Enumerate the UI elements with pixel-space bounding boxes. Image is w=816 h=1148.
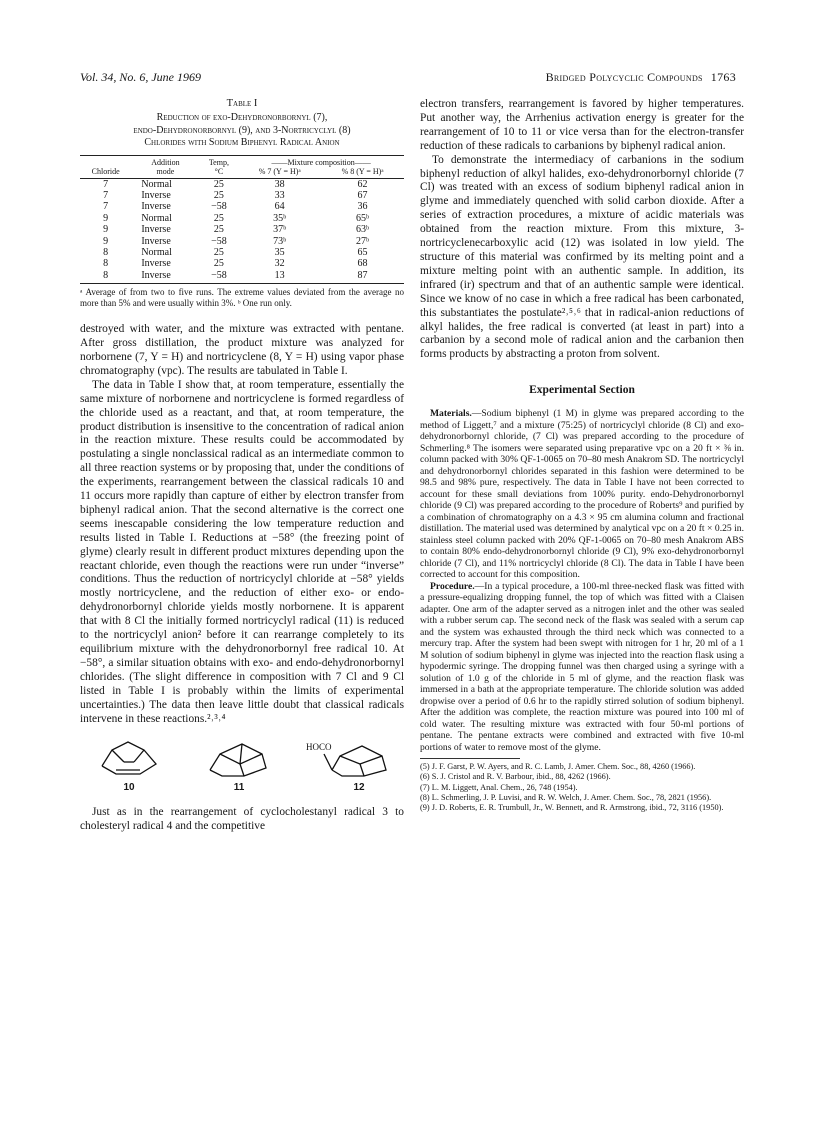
cell-mode: Inverse bbox=[141, 258, 171, 270]
cell-pct8: 27ᵇ bbox=[355, 235, 370, 247]
table-row bbox=[80, 190, 404, 201]
materials-text: —Sodium biphenyl (1 M) in glyme was prepared according to the method of Liggett,⁷ and a mixture (75:25) of nortricyclyl chloride (8 Cl) and exo-dehydronorbornyl chloride, (7 Cl) was prepared according to the procedure of Schmerling.⁸ The isomers were separated using preparative vpc on a 20 ft × ⅜ in. column packed with 30% QF-1-0065 on 70–80 mesh Anakrom SD. The nortricyclyl and dehydronorbornyl chlorides separated in this fashion were determined to be 98.5 and 98% pure, respectively. The data in Table I have not been corrected to account for these small deviations from 100% purity. endo-Dehydronorbornyl chloride (9 Cl) was prepared according to the procedure of Roberts⁹ and purified by a combination of chromatography on a 4.3 × 95 cm alumina column and fractional distillation. The material used was determined by analytical vpc on a 20 ft × 0.25 in. stainless steel column packed with 20% QF-1-0065 on 70–80 mesh Anakrom ABS to contain 80% endo-dehydronorbornyl chloride (9 Cl), 9% exo-dehydronorbornyl chloride (7 Cl), and 11% nortricyclyl chloride (8 Cl). The data in Table I have been corrected to account for this composition. bbox=[420, 408, 744, 581]
col-header-temp-1: Temp, bbox=[200, 155, 239, 167]
structure-10 bbox=[94, 736, 164, 798]
cell-chloride: 9 bbox=[103, 212, 109, 224]
procedure-text: —In a typical procedure, a 100-ml three-necked flask was fitted with a pressure-equalizing dropping funnel, the top of which was fitted with a Claisen adapter. One arm of the adapter served as a nitrogen inlet and the other was sealed with a rubber serum cap. The second neck of the flask was sealed with a serum cap and the system was exhausted through the third neck which was connected to a mercury trap. After the system had been swept with nitrogen for 1 hr, 20 ml of a 1 M solution of sodium biphenyl in glyme was injected into the reaction flask using a hypodermic syringe. The dropping funnel was then charged using a syringe with a solution of 1.0 g of the chloride in 5 ml of glyme, and the reaction flask was immersed in a bath at the appropriate temperature. The chloride solution was added dropwise over a period of 0.6 hr to the rapidly stirred solution of sodium biphenyl. After the addition was complete, the reaction mixture was poured into 100 ml of cold water. The resulting mixture was extracted with four 50-ml portions of pentane. The pentane extracts were combined and extracted with five 10-ml portions of water to remove most of the glyme. bbox=[420, 580, 744, 753]
procedure-label: Procedure. bbox=[430, 580, 475, 592]
dehydronorbornyl-radical-structure bbox=[94, 736, 164, 782]
right-column bbox=[420, 98, 744, 813]
col-group-label: Mixture composition bbox=[287, 157, 355, 167]
structure-label-11: 11 bbox=[233, 782, 245, 794]
cell-temp: 25 bbox=[213, 224, 224, 236]
table-row bbox=[80, 247, 404, 258]
cell-pct8: 63ᵇ bbox=[355, 224, 370, 236]
structure-label-12: 12 bbox=[353, 782, 365, 794]
reference-item: (7) L. M. Liggett, Anal. Chem., 26, 748 (1954). bbox=[420, 782, 578, 792]
nortricyclenecarboxylic-acid-structure bbox=[306, 736, 396, 782]
cell-pct7: 37ᵇ bbox=[273, 224, 287, 236]
table-row bbox=[80, 224, 404, 235]
footnote-divider bbox=[420, 758, 520, 759]
substituent-hoco: HOCO bbox=[306, 742, 332, 753]
cell-chloride: 8 bbox=[80, 270, 131, 284]
table-caption-line: Reduction of exo-Dehydronorbornyl (7), bbox=[156, 112, 328, 123]
cell-chloride: 8 bbox=[103, 258, 109, 270]
left-column bbox=[80, 98, 404, 834]
cell-mode: Inverse bbox=[141, 235, 171, 247]
structure-12 bbox=[306, 736, 396, 798]
cell-chloride: 7 bbox=[103, 178, 109, 190]
page-number: 1763 bbox=[710, 70, 736, 84]
table-body bbox=[80, 178, 404, 284]
cell-chloride: 8 bbox=[103, 246, 109, 258]
reference-item: (5) J. F. Garst, P. W. Ayers, and R. C. Lamb, J. Amer. Chem. Soc., 88, 4260 (1966). bbox=[420, 762, 696, 772]
cell-pct7: 64 bbox=[274, 201, 285, 213]
cell-chloride: 7 bbox=[103, 189, 109, 201]
cell-chloride: 7 bbox=[103, 201, 109, 213]
cell-pct8: 65ᵇ bbox=[355, 212, 370, 224]
cell-pct8: 87 bbox=[321, 270, 404, 284]
cell-pct7: 13 bbox=[238, 270, 321, 284]
cell-chloride: 9 bbox=[103, 224, 109, 236]
body-paragraph: electron transfers, rearrangement is favored by higher temperatures. Put another way, the Arrhenius activation energy is greater for the rearrangement of 10 to 11 or vice versa than for the electron-transfer reduction of these radicals to carbanions by biphenyl radical anion. bbox=[420, 98, 744, 152]
cell-mode: Inverse bbox=[141, 189, 171, 201]
table-footnote: ᵃ Average of from two to five runs. The extreme values deviated from the average no more than 5% and were usually within 3%. ᵇ One run only. bbox=[80, 287, 404, 309]
col-header-blank bbox=[80, 155, 131, 167]
table-row bbox=[80, 236, 404, 247]
cell-mode: Normal bbox=[141, 178, 172, 190]
cell-temp: −58 bbox=[211, 235, 227, 247]
structure-drawings bbox=[80, 736, 404, 800]
cell-pct8: 67 bbox=[357, 189, 368, 201]
table-caption-line: Chlorides with Sodium Biphenyl Radical Anion bbox=[144, 137, 340, 148]
cell-temp: −58 bbox=[200, 270, 239, 284]
cell-temp: 25 bbox=[213, 258, 224, 270]
cell-mode: Inverse bbox=[141, 201, 171, 213]
cell-pct7: 33 bbox=[274, 189, 285, 201]
table-row bbox=[80, 258, 404, 269]
cell-temp: 25 bbox=[213, 189, 224, 201]
cell-pct8: 68 bbox=[357, 258, 368, 270]
col-header-mode-2: mode bbox=[131, 167, 199, 179]
table-caption bbox=[80, 112, 404, 150]
cell-pct8: 62 bbox=[357, 178, 368, 190]
cell-temp: −58 bbox=[211, 201, 227, 213]
nortricyclyl-radical-structure bbox=[204, 736, 274, 782]
col-header-chloride: Chloride bbox=[80, 167, 131, 179]
cell-chloride: 9 bbox=[103, 235, 109, 247]
table-row bbox=[80, 201, 404, 212]
experimental-materials bbox=[420, 408, 744, 581]
structure-label-10: 10 bbox=[123, 782, 135, 794]
reference-item: (8) L. Schmerling, J. P. Luvisi, and R. W. Welch, J. Amer. Chem. Soc., 78, 2821 (1956). bbox=[420, 792, 712, 802]
cell-mode: Normal bbox=[141, 246, 172, 258]
running-header-title bbox=[546, 70, 736, 85]
cell-pct7: 35ᵇ bbox=[273, 212, 287, 224]
running-title: Bridged Polycyclic Compounds bbox=[545, 70, 703, 84]
experimental-procedure bbox=[420, 581, 744, 754]
table-title: Table I bbox=[226, 98, 258, 109]
cell-pct7: 38 bbox=[274, 178, 285, 190]
cell-temp: 25 bbox=[213, 212, 224, 224]
col-header-pct8: % 8 (Y = H)ᵃ bbox=[321, 167, 404, 179]
structure-11 bbox=[204, 736, 274, 798]
cell-pct7: 35 bbox=[274, 246, 285, 258]
cell-pct8: 65 bbox=[357, 246, 368, 258]
cell-temp: 25 bbox=[213, 246, 224, 258]
body-paragraph: To demonstrate the intermediacy of carbanions in the sodium biphenyl reduction of alkyl halides, exo-dehydronorbornyl chloride (7 Cl) was treated with an excess of sodium biphenyl radical anion in glyme and immediately quenched with solid carbon dioxide. After a series of extraction procedures, a mixture of acidic materials was obtained from the reaction mixture. From this mixture, 3-nortricyclenecarboxylic acid (12) was isolated in low yield. The structure of this material was confirmed by its melting point and a mixture melting point with an authentic sample. In addition, its infrared (ir) spectrum and that of an authentic sample were identical. Since we know of no case in which a free radical has been carbonated, this substantiates the postulate²˒⁵˒⁶ that in radical-anion reductions of alkyl halides, the free radical is converted (at least in part) into a carbanion by a second mole of radical anion and the carbanion then forms products by abstracting a proton from solvent. bbox=[420, 153, 744, 361]
results-table bbox=[80, 155, 404, 285]
body-paragraph: The data in Table I show that, at room temperature, essentially the same mixture of norbornene and nortricyclene is formed regardless of the chloride used as a reactant, and that, at room temperature, the product distribution is insensitive to the concentration of radical anion in the reaction mixture. These results could be accommodated by postulating a single nonclassical radical as an intermediate common to all three reaction systems or by proposing that, under the conditions of the experiments, rearrangement between the classical radicals 10 and 11 occurs more rapidly than capture of either by electron transfer from biphenyl radical anion. That the second alternative is the correct one seems inescapable considering the low temperature reduction and results listed in Table I. Reductions at −58° (the freezing point of glyme) clearly result in different product mixtures depending upon the reactant chloride, even though the reactions were run under “inverse” conditions. Thus the reduction of nortricyclyl chloride at −58° yields mostly nortricyclene, and the reduction of either exo- or endo-dehydronorbornyl chloride yields mostly norbornene. It is apparent that with 8 Cl the initially formed nortricyclyl radical (11) is reduced to the nortricyclyl anion² before it can rearrange completely to its equilibrium mixture with the dehydronorbornyl free radical 10. At −58°, a similar situation obtains with exo- and endo-dehydronorbornyl chlorides. (The slight difference in composition with 7 Cl and 9 Cl listed in Table I is probably within the limits of experimental uncertainties.) The data then leave little doubt that classical radicals intervene in these reactions.²˒³˒⁴ bbox=[80, 378, 404, 725]
cell-mode: Inverse bbox=[141, 224, 171, 236]
col-header-group: ——Mixture composition—— bbox=[238, 155, 404, 167]
col-header-mode-1: Addition bbox=[131, 155, 199, 167]
cell-mode: Inverse bbox=[131, 270, 199, 284]
reference-item: (9) J. D. Roberts, E. R. Trumbull, Jr., W. Bennett, and R. Armstrong, ibid., 72, 3116 (1950). bbox=[420, 803, 724, 813]
table-row bbox=[80, 270, 404, 284]
cell-pct7: 32 bbox=[274, 258, 285, 270]
section-heading-experimental: Experimental Section bbox=[529, 384, 635, 397]
cell-mode: Normal bbox=[141, 212, 172, 224]
col-header-temp-2: °C bbox=[200, 167, 239, 179]
col-header-pct7: % 7 (Y = H)ᵃ bbox=[238, 167, 321, 179]
body-paragraph: Just as in the rearrangement of cyclocholestanyl radical 3 to cholesteryl radical 4 and the competitive bbox=[80, 806, 404, 833]
body-paragraph: destroyed with water, and the mixture was extracted with pentane. After gross distillation, the product mixture was analyzed for norbornene (7, Y = H) and nortricyclene (8, Y = H) using vapor phase chromatography (vpc). The results are tabulated in Table I. bbox=[80, 323, 404, 377]
table-caption-line: endo-Dehydronorbornyl (9), and 3-Nortricyclyl (8) bbox=[133, 124, 351, 136]
running-header-volume: Vol. 34, No. 6, June 1969 bbox=[80, 70, 201, 84]
table-row bbox=[80, 178, 404, 190]
reference-item: (6) S. J. Cristol and R. V. Barbour, ibid., 88, 4262 (1966). bbox=[420, 772, 611, 782]
cell-temp: 25 bbox=[213, 178, 224, 190]
cell-pct7: 73ᵇ bbox=[273, 235, 287, 247]
table-row bbox=[80, 213, 404, 224]
materials-label: Materials. bbox=[430, 408, 472, 420]
cell-pct8: 36 bbox=[357, 201, 368, 213]
